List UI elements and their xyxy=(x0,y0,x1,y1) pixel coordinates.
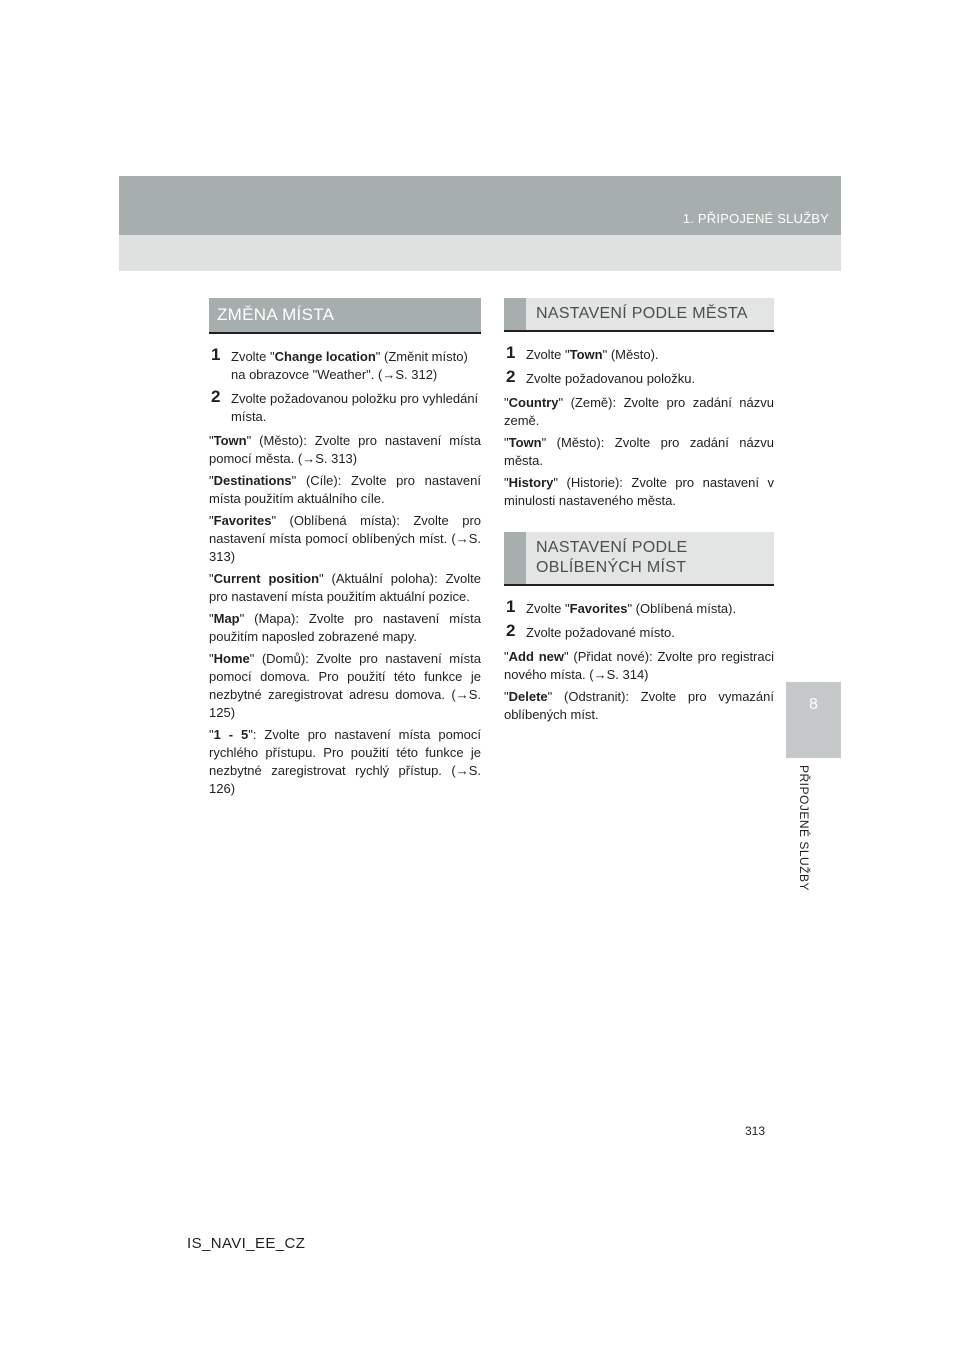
option-text: (Mapa): Zvolte pro nastavení místa použitím naposled zobrazené mapy. xyxy=(209,611,481,644)
right-column xyxy=(504,298,774,728)
option-text: : Zvolte pro nastavení místa pomocí rychlého přístupu. Pro použití této funkce je nezbytné zaregistrovat rychlý přístup. (→S. 126) xyxy=(209,727,481,796)
step-number: 1 xyxy=(506,343,516,362)
option-paragraph: "Country" (Země): Zvolte pro zadání názvu země. xyxy=(504,395,774,428)
option-paragraph: "Town" (Město): Zvolte pro zadání názvu města. xyxy=(504,435,774,468)
step-text-post: " (Oblíbená místa). xyxy=(627,601,737,616)
option-paragraph: "Destinations" (Cíle): Zvolte pro nastavení místa použitím aktuálního cíle. xyxy=(209,473,481,506)
option-text: (Domů): Zvolte pro nastavení místa pomocí domova. Pro použití této funkce je nezbytné zaregistrovat adresu domova. (→S. 125) xyxy=(209,651,481,720)
section-heading-text: NASTAVENÍ PODLE OBLÍBENÝCH MÍST xyxy=(536,539,688,576)
option-key: Add new xyxy=(508,649,564,664)
step-number: 1 xyxy=(506,597,516,616)
step-item xyxy=(209,387,481,426)
step-text: Zvolte požadované místo. xyxy=(526,625,675,640)
option-paragraph: "Favorites" (Oblíbená místa): Zvolte pro nastavení místa pomocí oblíbených míst. (→S. 313) xyxy=(209,513,481,564)
step-item xyxy=(504,343,774,364)
step-number: 2 xyxy=(506,367,516,386)
chapter-tab xyxy=(786,682,841,758)
option-text: (Odstranit): Zvolte pro vymazání oblíbených míst. xyxy=(504,689,774,722)
section-heading-by-favorites xyxy=(504,532,774,586)
option-paragraph: "Delete" (Odstranit): Zvolte pro vymazání oblíbených míst. xyxy=(504,689,774,722)
page-number: 313 xyxy=(745,1124,766,1138)
step-text-post: " (Město). xyxy=(602,347,659,362)
option-paragraph: "Current position" (Aktuální poloha): Zvolte pro nastavení místa použitím aktuální pozice. xyxy=(209,571,481,604)
option-text: (Město): Zvolte pro zadání názvu města. xyxy=(504,435,774,468)
chapter-side-label: PŘIPOJENÉ SLUŽBY xyxy=(797,765,811,892)
step-item xyxy=(504,621,774,642)
option-text: (Oblíbená místa): Zvolte pro nastavení místa pomocí oblíbených míst. (→S. 313) xyxy=(209,513,481,564)
option-key: Map xyxy=(213,611,240,626)
left-column xyxy=(209,298,481,802)
option-paragraph: "Map" (Mapa): Zvolte pro nastavení místa použitím naposled zobrazené mapy. xyxy=(209,611,481,644)
step-text-post: " (Změnit místo) na obrazovce "Weather". (→S. 312) xyxy=(231,349,468,382)
option-key: Town xyxy=(213,433,247,448)
step-text-pre: Zvolte " xyxy=(526,347,570,362)
option-key: Country xyxy=(508,395,559,410)
option-text: (Město): Zvolte pro nastavení místa pomocí města. (→S. 313) xyxy=(209,433,481,466)
step-item xyxy=(504,597,774,618)
step-text: Zvolte požadovanou položku. xyxy=(526,371,696,386)
chapter-title: 1. PŘIPOJENÉ SLUŽBY xyxy=(682,211,829,226)
option-text: (Země): Zvolte pro zadání názvu země. xyxy=(504,395,774,428)
option-key: Town xyxy=(508,435,542,450)
option-key: History xyxy=(508,475,554,490)
section-heading-text: ZMĚNA MÍSTA xyxy=(217,305,335,324)
step-text: Zvolte požadovanou položku pro vyhledání místa. xyxy=(231,391,479,424)
step-number: 2 xyxy=(211,387,221,406)
step-item xyxy=(504,367,774,388)
option-paragraph: "Home" (Domů): Zvolte pro nastavení místa pomocí domova. Pro použití této funkce je nezbytné zaregistrovat adresu domova. (→S. 125) xyxy=(209,651,481,720)
option-text: (Aktuální poloha): Zvolte pro nastavení místa použitím aktuální pozice. xyxy=(209,571,481,604)
step-item xyxy=(209,345,481,384)
option-paragraph: "Town" (Město): Zvolte pro nastavení místa pomocí města. (→S. 313) xyxy=(209,433,481,466)
step-number: 1 xyxy=(211,345,221,364)
spacer xyxy=(504,514,774,532)
step-key: Change location xyxy=(274,349,376,364)
chapter-number: 8 xyxy=(809,696,818,713)
option-key: Current position xyxy=(213,571,320,586)
option-key: 1 - 5 xyxy=(213,727,249,742)
option-text: (Cíle): Zvolte pro nastavení místa použitím aktuálního cíle. xyxy=(209,473,481,506)
section-heading-change-location xyxy=(209,298,481,334)
step-text-pre: Zvolte " xyxy=(526,601,570,616)
header-bar xyxy=(119,176,841,235)
header-band xyxy=(119,176,841,271)
option-paragraph: "1 - 5": Zvolte pro nastavení místa pomocí rychlého přístupu. Pro použití této funkce je nezbytné zaregistrovat rychlý přístup. (→S. 126) xyxy=(209,727,481,796)
option-key: Home xyxy=(213,651,250,666)
section-heading-by-town xyxy=(504,298,774,332)
step-number: 2 xyxy=(506,621,516,640)
option-text: (Historie): Zvolte pro nastavení v minulosti nastaveného města. xyxy=(504,475,774,508)
section-heading-text: NASTAVENÍ PODLE MĚSTA xyxy=(536,305,748,322)
step-key: Town xyxy=(569,347,603,362)
option-text: (Přidat nové): Zvolte pro registraci nového místa. (→S. 314) xyxy=(504,649,775,682)
option-key: Destinations xyxy=(213,473,292,488)
option-paragraph: "Add new" (Přidat nové): Zvolte pro registraci nového místa. (→S. 314) xyxy=(504,649,775,682)
option-key: Delete xyxy=(508,689,548,704)
footer-code: IS_NAVI_EE_CZ xyxy=(187,1235,306,1252)
step-text-pre: Zvolte " xyxy=(231,349,275,364)
option-key: Favorites xyxy=(213,513,272,528)
option-paragraph: "History" (Historie): Zvolte pro nastavení v minulosti nastaveného města. xyxy=(504,475,774,508)
step-key: Favorites xyxy=(569,601,628,616)
